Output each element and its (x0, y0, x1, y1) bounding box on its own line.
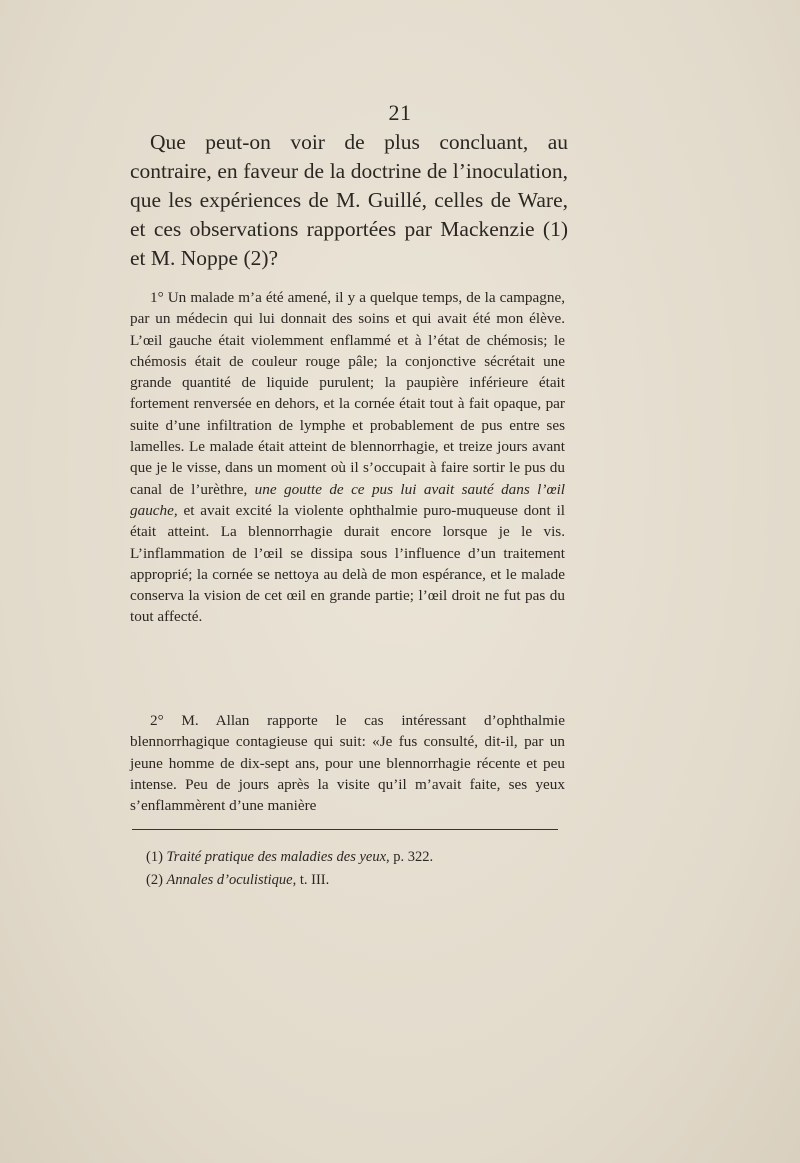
case-1-text (130, 287, 565, 628)
case-1-paragraph (130, 287, 565, 628)
case-1-text-part1: 1° Un malade m’a été amené, il y a quelque temps, de la campagne, par un médecin qui lui donnait des soins et qui avait été mon élève. L’œil gauche était violemment enflammé et à l’état de chémosis; le chémosis était de couleur rouge pâle; la conjonctive sécrétait une grande quantité de liquide purulent; la paupière inférieure était fortement renversée en dehors, et la cornée était tout à fait opaque, par suite d’une infiltration de lymphe et probablement de pus entre ses lamelles. Le malade était atteint de blennorrhagie, et treize jours avant que je le visse, dans un moment où il s’occupait à faire sortir le pus du canal de l’urèthre, (130, 289, 565, 498)
footnote-2-mark: (2) (146, 872, 163, 888)
page-number: 21 (388, 100, 412, 125)
footnote-2-title: Annales d’oculistique (166, 872, 293, 888)
case-1-italic-quote: une goutte de ce pus lui avait sauté dans l’œil gauche, (130, 480, 566, 519)
footnote-1 (146, 846, 566, 869)
case-2-text: 2° M. Allan rapporte le cas intéressant d’ophthalmie blennorrhagique contagieuse qui suit: «Je fus consulté, dit-il, par un jeune homme de dix-sept ans, pour une blennorrhagie récente et peu intense. Peu de jours après la visite qu’il m’avait faite, ses yeux s’enflammèrent d’une manière (130, 712, 565, 815)
case-1-text-part2: et avait excité la violente ophthalmie puro-muqueuse dont il était atteint. La blennorrhagie durait encore lorsque je le vis. L’inflammation de l’œil se dissipa sous l’influence d’un traitement approprié; la cornée se nettoya au delà de mon espérance, et le malade conserva la vision de cet œil en grande partie; l’œil droit ne fut pas du tout affecté. (130, 501, 566, 626)
footnote-1-ref: , p. 322. (386, 849, 434, 865)
intro-text: Que peut-on voir de plus concluant, au contraire, en faveur de la doctrine de l’inoculation, que les expériences de M. Guillé, celles de Ware, et ces observations rapportées par Mackenzie (1) et M. Noppe (2)? (130, 130, 568, 270)
footnotes (146, 846, 566, 892)
footnote-divider (132, 829, 558, 830)
footnote-1-mark: (1) (146, 849, 163, 865)
footnote-2-ref: , t. III. (292, 872, 330, 888)
footnote-1-title: Traité pratique des maladies des yeux (166, 849, 387, 865)
footnote-2 (146, 869, 566, 892)
intro-paragraph (130, 128, 568, 273)
case-2-paragraph (130, 710, 565, 816)
